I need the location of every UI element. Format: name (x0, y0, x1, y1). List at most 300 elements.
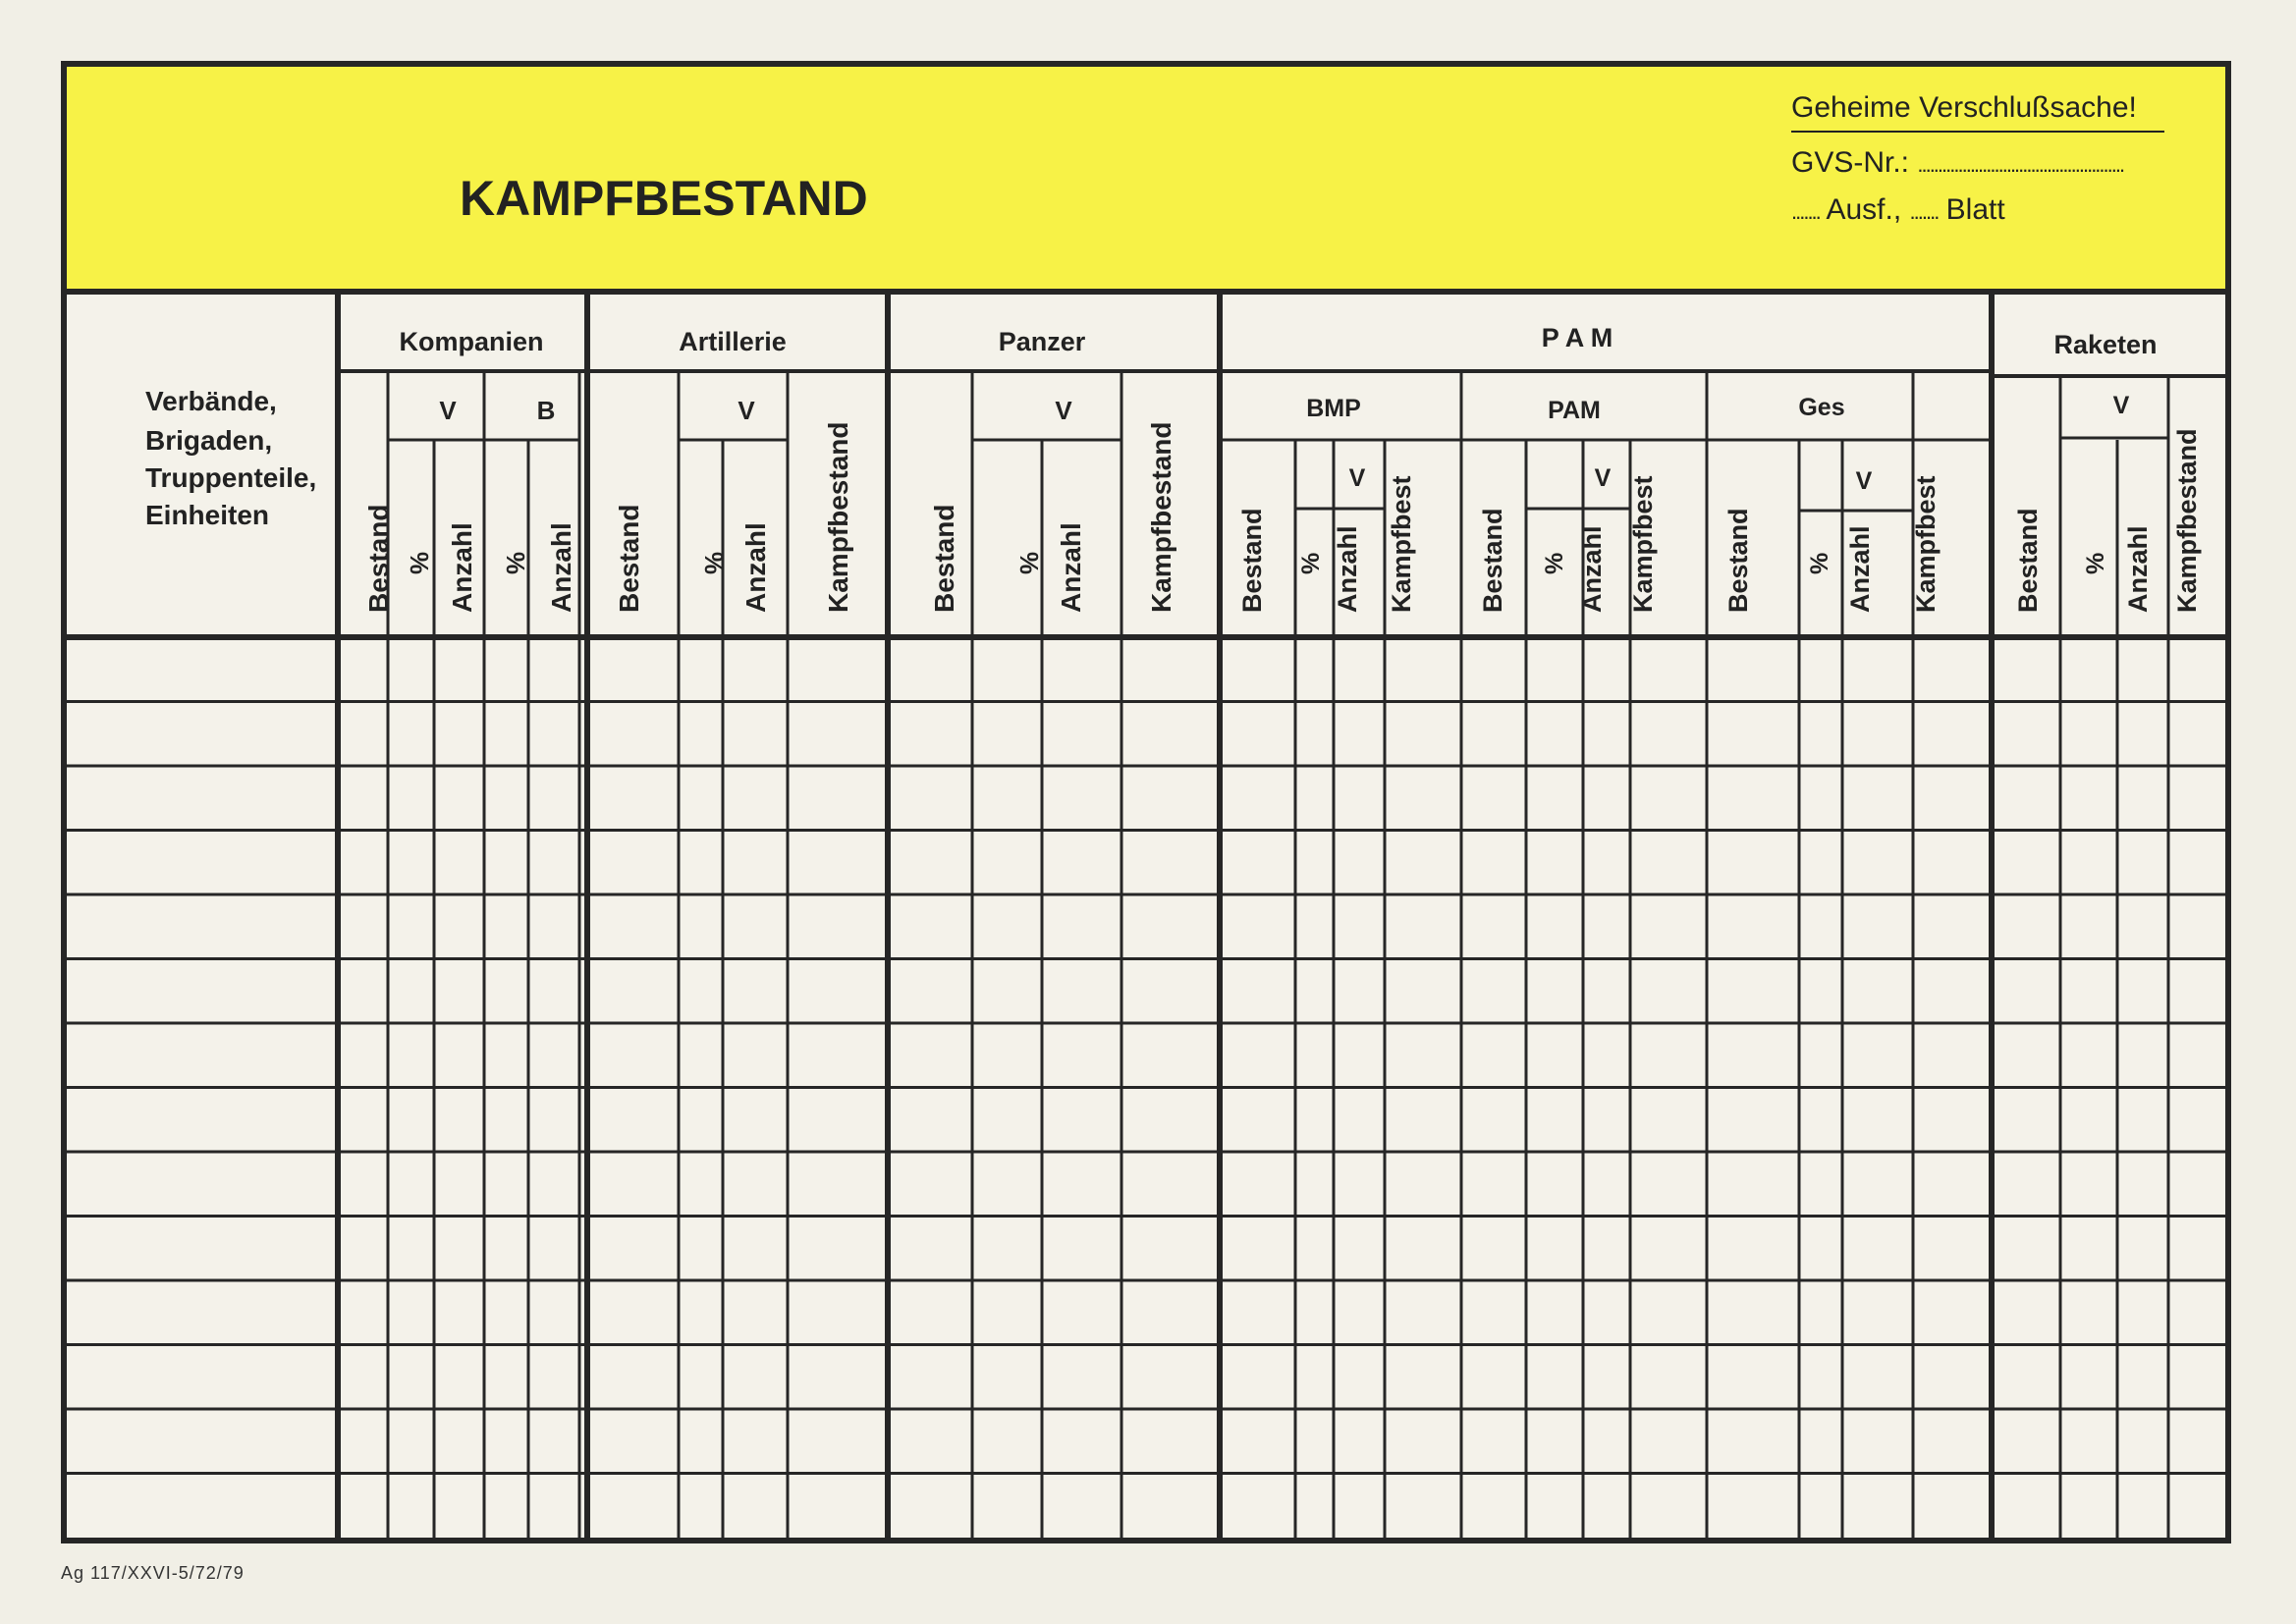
entry-cell[interactable] (1801, 896, 1840, 957)
entry-cell[interactable] (790, 1154, 886, 1215)
entry-cell[interactable] (1801, 1347, 1840, 1408)
entry-cell[interactable] (1222, 1154, 1293, 1215)
entry-cell[interactable] (681, 1347, 721, 1408)
entry-cell[interactable] (2170, 704, 2223, 765)
entry-cell[interactable] (340, 1090, 386, 1151)
entry-cell[interactable] (390, 1025, 432, 1086)
entry-cell[interactable] (1336, 961, 1383, 1022)
entry-cell[interactable] (1994, 896, 2058, 957)
entry-cell[interactable] (1709, 704, 1797, 765)
entry-cell[interactable] (1222, 896, 1293, 957)
entry-cell[interactable] (1915, 1411, 1990, 1472)
entry-cell[interactable] (530, 896, 585, 957)
entry-cell[interactable] (1123, 1025, 1218, 1086)
entry-cell[interactable] (1463, 833, 1524, 893)
entry-cell[interactable] (681, 768, 721, 829)
entry-cell[interactable] (890, 1347, 970, 1408)
entry-cell[interactable] (974, 896, 1040, 957)
entry-cell[interactable] (1123, 1411, 1218, 1472)
entry-cell[interactable] (530, 961, 585, 1022)
entry-cell[interactable] (1387, 1347, 1459, 1408)
entry-cell[interactable] (1585, 704, 1628, 765)
entry-cell[interactable] (1585, 896, 1628, 957)
entry-cell[interactable] (340, 1154, 386, 1215)
entry-cell[interactable] (1222, 768, 1293, 829)
entry-cell[interactable] (1585, 1154, 1628, 1215)
entry-cell[interactable] (974, 1282, 1040, 1343)
entry-cell[interactable] (1585, 1347, 1628, 1408)
entry-cell[interactable] (1528, 768, 1581, 829)
entry-cell[interactable] (1336, 896, 1383, 957)
entry-cell[interactable] (1297, 1025, 1332, 1086)
entry-cell[interactable] (2062, 1025, 2115, 1086)
unit-name-cell[interactable] (69, 961, 336, 1022)
entry-cell[interactable] (390, 1476, 432, 1537)
entry-cell[interactable] (2062, 833, 2115, 893)
entry-cell[interactable] (1994, 833, 2058, 893)
entry-cell[interactable] (1585, 833, 1628, 893)
entry-cell[interactable] (1222, 1476, 1293, 1537)
entry-cell[interactable] (390, 1218, 432, 1279)
gvs-number-field[interactable]: ................................................... (1917, 152, 2124, 177)
entry-cell[interactable] (1297, 1090, 1332, 1151)
entry-cell[interactable] (1585, 1025, 1628, 1086)
entry-cell[interactable] (1632, 1476, 1705, 1537)
entry-cell[interactable] (1709, 1347, 1797, 1408)
entry-cell[interactable] (1387, 1090, 1459, 1151)
entry-cell[interactable] (589, 1218, 677, 1279)
entry-cell[interactable] (1632, 1347, 1705, 1408)
entry-cell[interactable] (1915, 896, 1990, 957)
entry-cell[interactable] (390, 1090, 432, 1151)
entry-cell[interactable] (436, 1347, 482, 1408)
entry-cell[interactable] (340, 704, 386, 765)
entry-cell[interactable] (1844, 896, 1911, 957)
entry-cell[interactable] (725, 1090, 786, 1151)
entry-cell[interactable] (2119, 1347, 2166, 1408)
entry-cell[interactable] (1528, 1347, 1581, 1408)
entry-cell[interactable] (486, 1411, 526, 1472)
entry-cell[interactable] (1801, 833, 1840, 893)
entry-cell[interactable] (725, 1411, 786, 1472)
entry-cell[interactable] (1844, 768, 1911, 829)
entry-cell[interactable] (530, 639, 585, 700)
entry-cell[interactable] (1123, 833, 1218, 893)
entry-cell[interactable] (1387, 639, 1459, 700)
entry-cell[interactable] (340, 639, 386, 700)
entry-cell[interactable] (1123, 1154, 1218, 1215)
entry-cell[interactable] (589, 704, 677, 765)
entry-cell[interactable] (1585, 768, 1628, 829)
entry-cell[interactable] (530, 768, 585, 829)
entry-cell[interactable] (1222, 1282, 1293, 1343)
entry-cell[interactable] (390, 704, 432, 765)
entry-cell[interactable] (1844, 1025, 1911, 1086)
entry-cell[interactable] (1994, 1347, 2058, 1408)
entry-cell[interactable] (2170, 1090, 2223, 1151)
entry-cell[interactable] (1632, 833, 1705, 893)
entry-cell[interactable] (1994, 704, 2058, 765)
entry-cell[interactable] (890, 1025, 970, 1086)
entry-cell[interactable] (1297, 1282, 1332, 1343)
entry-cell[interactable] (790, 768, 886, 829)
unit-name-cell[interactable] (69, 704, 336, 765)
entry-cell[interactable] (2062, 1411, 2115, 1472)
entry-cell[interactable] (1387, 1411, 1459, 1472)
entry-cell[interactable] (1044, 833, 1120, 893)
entry-cell[interactable] (1044, 1090, 1120, 1151)
entry-cell[interactable] (1222, 833, 1293, 893)
entry-cell[interactable] (2119, 961, 2166, 1022)
entry-cell[interactable] (974, 1476, 1040, 1537)
entry-cell[interactable] (1994, 1476, 2058, 1537)
entry-cell[interactable] (2119, 1218, 2166, 1279)
entry-cell[interactable] (2062, 1218, 2115, 1279)
entry-cell[interactable] (1463, 896, 1524, 957)
entry-cell[interactable] (486, 961, 526, 1022)
entry-cell[interactable] (1336, 1090, 1383, 1151)
entry-cell[interactable] (890, 768, 970, 829)
entry-cell[interactable] (1994, 1090, 2058, 1151)
entry-cell[interactable] (974, 1154, 1040, 1215)
entry-cell[interactable] (436, 833, 482, 893)
entry-cell[interactable] (974, 639, 1040, 700)
entry-cell[interactable] (1915, 961, 1990, 1022)
entry-cell[interactable] (974, 1347, 1040, 1408)
entry-cell[interactable] (1528, 704, 1581, 765)
entry-cell[interactable] (974, 1090, 1040, 1151)
entry-cell[interactable] (890, 1476, 970, 1537)
entry-cell[interactable] (1528, 639, 1581, 700)
entry-cell[interactable] (1915, 704, 1990, 765)
entry-cell[interactable] (1222, 1218, 1293, 1279)
entry-cell[interactable] (340, 1476, 386, 1537)
entry-cell[interactable] (1463, 1347, 1524, 1408)
entry-cell[interactable] (1044, 1282, 1120, 1343)
entry-cell[interactable] (2170, 1476, 2223, 1537)
entry-cell[interactable] (890, 896, 970, 957)
entry-cell[interactable] (1297, 639, 1332, 700)
entry-cell[interactable] (1709, 768, 1797, 829)
entry-cell[interactable] (974, 768, 1040, 829)
entry-cell[interactable] (790, 896, 886, 957)
entry-cell[interactable] (1222, 1347, 1293, 1408)
entry-cell[interactable] (790, 1282, 886, 1343)
entry-cell[interactable] (486, 639, 526, 700)
entry-cell[interactable] (1801, 1090, 1840, 1151)
entry-cell[interactable] (2170, 833, 2223, 893)
entry-cell[interactable] (2119, 1025, 2166, 1086)
entry-cell[interactable] (1801, 1411, 1840, 1472)
unit-name-cell[interactable] (69, 1411, 336, 1472)
entry-cell[interactable] (436, 1411, 482, 1472)
entry-cell[interactable] (725, 1218, 786, 1279)
entry-cell[interactable] (486, 833, 526, 893)
entry-cell[interactable] (1632, 896, 1705, 957)
entry-cell[interactable] (1463, 1218, 1524, 1279)
entry-cell[interactable] (1336, 639, 1383, 700)
entry-cell[interactable] (1801, 1154, 1840, 1215)
entry-cell[interactable] (1297, 961, 1332, 1022)
ausf-field[interactable]: ....... (1791, 199, 1820, 224)
entry-cell[interactable] (390, 1411, 432, 1472)
entry-cell[interactable] (1336, 1347, 1383, 1408)
entry-cell[interactable] (890, 1154, 970, 1215)
entry-cell[interactable] (530, 833, 585, 893)
entry-cell[interactable] (1528, 833, 1581, 893)
entry-cell[interactable] (436, 1476, 482, 1537)
entry-cell[interactable] (1915, 833, 1990, 893)
entry-cell[interactable] (1297, 768, 1332, 829)
entry-cell[interactable] (1123, 1347, 1218, 1408)
entry-cell[interactable] (681, 1025, 721, 1086)
entry-cell[interactable] (1801, 1476, 1840, 1537)
entry-cell[interactable] (589, 639, 677, 700)
unit-name-cell[interactable] (69, 1154, 336, 1215)
entry-cell[interactable] (1709, 961, 1797, 1022)
entry-cell[interactable] (1994, 639, 2058, 700)
entry-cell[interactable] (340, 768, 386, 829)
entry-cell[interactable] (2119, 896, 2166, 957)
entry-cell[interactable] (390, 768, 432, 829)
entry-cell[interactable] (1528, 1476, 1581, 1537)
unit-name-cell[interactable] (69, 1218, 336, 1279)
entry-cell[interactable] (589, 1025, 677, 1086)
entry-cell[interactable] (974, 1411, 1040, 1472)
entry-cell[interactable] (589, 1476, 677, 1537)
entry-cell[interactable] (790, 1411, 886, 1472)
entry-cell[interactable] (1044, 768, 1120, 829)
entry-cell[interactable] (436, 1090, 482, 1151)
entry-cell[interactable] (530, 1347, 585, 1408)
entry-cell[interactable] (486, 704, 526, 765)
entry-cell[interactable] (890, 1090, 970, 1151)
entry-cell[interactable] (1463, 1154, 1524, 1215)
entry-cell[interactable] (486, 1476, 526, 1537)
entry-cell[interactable] (589, 961, 677, 1022)
entry-cell[interactable] (1336, 1218, 1383, 1279)
entry-cell[interactable] (1801, 1282, 1840, 1343)
entry-cell[interactable] (486, 1154, 526, 1215)
entry-cell[interactable] (589, 1154, 677, 1215)
entry-cell[interactable] (1123, 1090, 1218, 1151)
entry-cell[interactable] (2062, 1282, 2115, 1343)
blatt-field[interactable]: ....... (1909, 199, 1939, 224)
entry-cell[interactable] (340, 1411, 386, 1472)
entry-cell[interactable] (1387, 1154, 1459, 1215)
entry-cell[interactable] (1336, 768, 1383, 829)
entry-cell[interactable] (1994, 1025, 2058, 1086)
entry-cell[interactable] (1463, 639, 1524, 700)
entry-cell[interactable] (589, 768, 677, 829)
entry-cell[interactable] (725, 1025, 786, 1086)
entry-cell[interactable] (589, 833, 677, 893)
unit-name-cell[interactable] (69, 1476, 336, 1537)
entry-cell[interactable] (436, 1154, 482, 1215)
entry-cell[interactable] (1844, 639, 1911, 700)
entry-cell[interactable] (681, 1090, 721, 1151)
unit-name-cell[interactable] (69, 1347, 336, 1408)
entry-cell[interactable] (340, 1218, 386, 1279)
unit-name-cell[interactable] (69, 833, 336, 893)
entry-cell[interactable] (725, 896, 786, 957)
entry-cell[interactable] (890, 833, 970, 893)
entry-cell[interactable] (1994, 1154, 2058, 1215)
entry-cell[interactable] (1632, 961, 1705, 1022)
entry-cell[interactable] (1297, 896, 1332, 957)
entry-cell[interactable] (1844, 704, 1911, 765)
entry-cell[interactable] (1297, 1218, 1332, 1279)
entry-cell[interactable] (790, 1090, 886, 1151)
entry-cell[interactable] (1801, 961, 1840, 1022)
entry-cell[interactable] (1915, 1218, 1990, 1279)
entry-cell[interactable] (725, 639, 786, 700)
entry-cell[interactable] (1387, 1025, 1459, 1086)
entry-cell[interactable] (1709, 1025, 1797, 1086)
entry-cell[interactable] (1994, 961, 2058, 1022)
entry-cell[interactable] (486, 896, 526, 957)
entry-cell[interactable] (1222, 1025, 1293, 1086)
entry-cell[interactable] (1915, 639, 1990, 700)
entry-cell[interactable] (1387, 1218, 1459, 1279)
entry-cell[interactable] (1528, 1411, 1581, 1472)
entry-cell[interactable] (1463, 768, 1524, 829)
entry-cell[interactable] (1123, 1282, 1218, 1343)
entry-cell[interactable] (725, 768, 786, 829)
entry-cell[interactable] (1044, 1218, 1120, 1279)
entry-cell[interactable] (1463, 961, 1524, 1022)
entry-cell[interactable] (530, 1090, 585, 1151)
entry-cell[interactable] (1632, 639, 1705, 700)
entry-cell[interactable] (1528, 1218, 1581, 1279)
entry-cell[interactable] (974, 833, 1040, 893)
entry-cell[interactable] (390, 896, 432, 957)
entry-cell[interactable] (1915, 1154, 1990, 1215)
entry-cell[interactable] (1336, 1154, 1383, 1215)
entry-cell[interactable] (974, 961, 1040, 1022)
entry-cell[interactable] (1222, 639, 1293, 700)
entry-cell[interactable] (530, 704, 585, 765)
entry-cell[interactable] (589, 1282, 677, 1343)
entry-cell[interactable] (2119, 1476, 2166, 1537)
entry-cell[interactable] (1044, 1154, 1120, 1215)
entry-cell[interactable] (890, 704, 970, 765)
entry-cell[interactable] (1044, 961, 1120, 1022)
entry-cell[interactable] (2062, 1476, 2115, 1537)
entry-cell[interactable] (1915, 1025, 1990, 1086)
entry-cell[interactable] (725, 833, 786, 893)
entry-cell[interactable] (1387, 1476, 1459, 1537)
entry-cell[interactable] (1044, 704, 1120, 765)
entry-cell[interactable] (1463, 1411, 1524, 1472)
entry-cell[interactable] (1044, 1025, 1120, 1086)
entry-cell[interactable] (1994, 1218, 2058, 1279)
unit-name-cell[interactable] (69, 1025, 336, 1086)
entry-cell[interactable] (436, 961, 482, 1022)
entry-cell[interactable] (2062, 1090, 2115, 1151)
entry-cell[interactable] (486, 1347, 526, 1408)
entry-cell[interactable] (790, 1476, 886, 1537)
entry-cell[interactable] (436, 1282, 482, 1343)
entry-cell[interactable] (790, 833, 886, 893)
entry-cell[interactable] (2119, 704, 2166, 765)
entry-cell[interactable] (436, 639, 482, 700)
entry-cell[interactable] (340, 896, 386, 957)
entry-cell[interactable] (1463, 1090, 1524, 1151)
entry-cell[interactable] (1844, 1282, 1911, 1343)
entry-cell[interactable] (1844, 1218, 1911, 1279)
entry-cell[interactable] (1801, 704, 1840, 765)
entry-cell[interactable] (1801, 1218, 1840, 1279)
entry-cell[interactable] (1044, 1411, 1120, 1472)
entry-cell[interactable] (530, 1218, 585, 1279)
entry-cell[interactable] (390, 1154, 432, 1215)
entry-cell[interactable] (2062, 961, 2115, 1022)
entry-cell[interactable] (1528, 1282, 1581, 1343)
entry-cell[interactable] (1709, 1476, 1797, 1537)
entry-cell[interactable] (1709, 1090, 1797, 1151)
entry-cell[interactable] (1585, 1411, 1628, 1472)
entry-cell[interactable] (2062, 1154, 2115, 1215)
entry-cell[interactable] (2119, 1411, 2166, 1472)
entry-cell[interactable] (340, 1025, 386, 1086)
entry-cell[interactable] (1297, 1476, 1332, 1537)
entry-cell[interactable] (681, 1154, 721, 1215)
entry-cell[interactable] (2062, 896, 2115, 957)
entry-cell[interactable] (1123, 896, 1218, 957)
entry-cell[interactable] (2170, 1025, 2223, 1086)
entry-cell[interactable] (486, 1218, 526, 1279)
entry-cell[interactable] (2062, 1347, 2115, 1408)
entry-cell[interactable] (890, 1411, 970, 1472)
entry-cell[interactable] (1844, 1411, 1911, 1472)
entry-cell[interactable] (2170, 1347, 2223, 1408)
entry-cell[interactable] (390, 833, 432, 893)
entry-cell[interactable] (1801, 639, 1840, 700)
entry-cell[interactable] (1123, 639, 1218, 700)
entry-cell[interactable] (681, 1476, 721, 1537)
entry-cell[interactable] (890, 639, 970, 700)
entry-cell[interactable] (1709, 1282, 1797, 1343)
entry-cell[interactable] (1585, 639, 1628, 700)
entry-cell[interactable] (1463, 1025, 1524, 1086)
entry-cell[interactable] (486, 1025, 526, 1086)
entry-cell[interactable] (436, 1218, 482, 1279)
entry-cell[interactable] (681, 704, 721, 765)
entry-cell[interactable] (890, 1282, 970, 1343)
entry-cell[interactable] (725, 704, 786, 765)
entry-cell[interactable] (890, 961, 970, 1022)
entry-cell[interactable] (1387, 961, 1459, 1022)
entry-cell[interactable] (790, 1347, 886, 1408)
entry-cell[interactable] (486, 768, 526, 829)
entry-cell[interactable] (1632, 1411, 1705, 1472)
entry-cell[interactable] (589, 1411, 677, 1472)
entry-cell[interactable] (1801, 768, 1840, 829)
entry-cell[interactable] (2170, 1218, 2223, 1279)
entry-cell[interactable] (1915, 768, 1990, 829)
entry-cell[interactable] (530, 1411, 585, 1472)
entry-cell[interactable] (2119, 639, 2166, 700)
entry-cell[interactable] (1044, 1476, 1120, 1537)
entry-cell[interactable] (1585, 1282, 1628, 1343)
entry-cell[interactable] (1994, 1282, 2058, 1343)
entry-cell[interactable] (390, 1282, 432, 1343)
entry-cell[interactable] (1844, 1090, 1911, 1151)
entry-cell[interactable] (681, 1411, 721, 1472)
entry-cell[interactable] (1463, 1476, 1524, 1537)
entry-cell[interactable] (1528, 1025, 1581, 1086)
